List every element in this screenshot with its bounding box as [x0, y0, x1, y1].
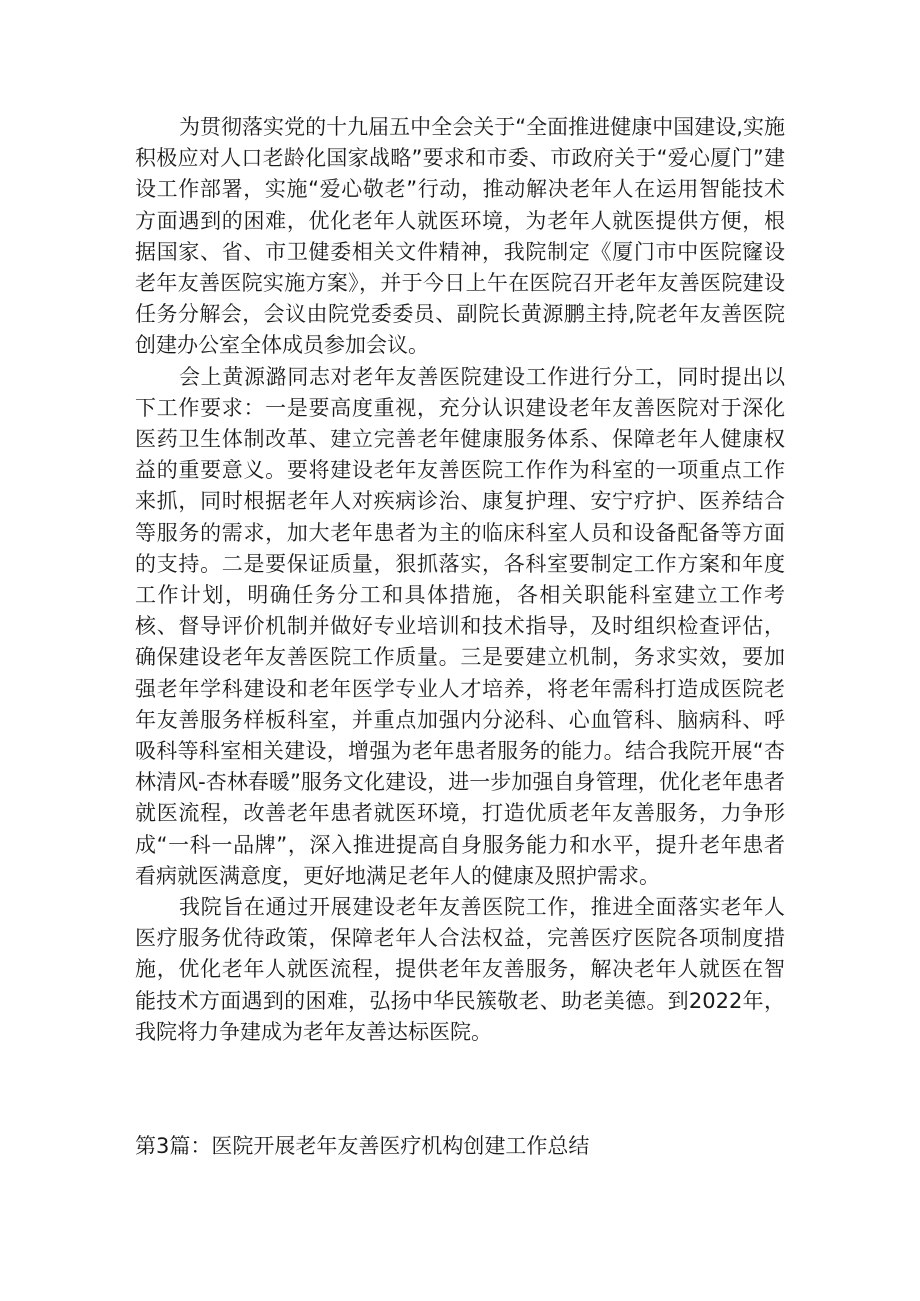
paragraph-3: 我院旨在通过开展建设老年友善医院工作，推进全面落实老年人医疗服务优待政策，保障老年人合法权益，完善医疗医院各项制度措施，优化老年人就医流程，提供老年友善服务，解决老年人就医在智能技术方面遇到的困难，弘扬中华民簇敬老、助老美德。到2022年，我院将力争建成为老年友善达标医院。 [135, 895, 785, 1044]
paragraph-1: 为贯彻落实党的十九届五中全会关于“全面推进健康中国建设,实施积极应对人口老龄化国家战略”要求和市委、市政府关于“爱心厦门”建设工作部署，实施“爱心敬老”行动，推动解决老年人在运用智能技术方面遇到的困难，优化老年人就医环境，为老年人就医提供方便，根据国家、省、市卫健委相关文件精神，我院制定《厦门市中医院窿设老年友善医院实施方案》，并于今日上午在医院召开老年友善医院建设任务分解会，会议由院党委委员、副院长黄源鹏主持,院老年友善医院创建办公室全体成员参加会议。 [135, 115, 785, 358]
section-heading: 第3篇：医院开展老年友善医疗机构创建工作总结 [135, 1134, 590, 1158]
paragraph-2: 会上黄源潞同志对老年友善医院建设工作进行分工，同时提出以下工作要求：一是要高度重视，充分认识建设老年友善医院对于深化医药卫生体制改革、建立完善老年健康服务体系、保障老年人健康权益的重要意义。要将建设老年友善医院工作作为科室的一项重点工作来抓，同时根据老年人对疾病诊治、康复护理、安宁疗护、医养结合等服务的需求，加大老年患者为主的临床科室人员和设备配备等方面的支持。二是要保证质量，狠抓落实，各科室要制定工作方案和年度工作计划，明确任务分工和具体措施，各相关职能科室建立工作考核、督导评价机制并做好专业培训和技术指导，及时组织检查评估，确保建设老年友善医院工作质量。三是要建立机制，务求实效，要加强老年学科建设和老年医学专业人才培养，将老年需科打造成医院老年友善服务样板科室，并重点加强内分泌科、心血管科、脑病科、呼吸科等科室相关建设，增强为老年患者服务的能力。结合我院开展“杏林清风-杏林春暖”服务文化建设，进一步加强自身管理，优化老年患者就医流程，改善老年患者就医环境，打造优质老年友善服务，力争形成“一科一品牌”，深入推进提高自身服务能力和水平，提升老年患者看病就医满意度，更好地满足老年人的健康及照护需求。 [135, 364, 785, 888]
article-body [135, 112, 785, 1048]
